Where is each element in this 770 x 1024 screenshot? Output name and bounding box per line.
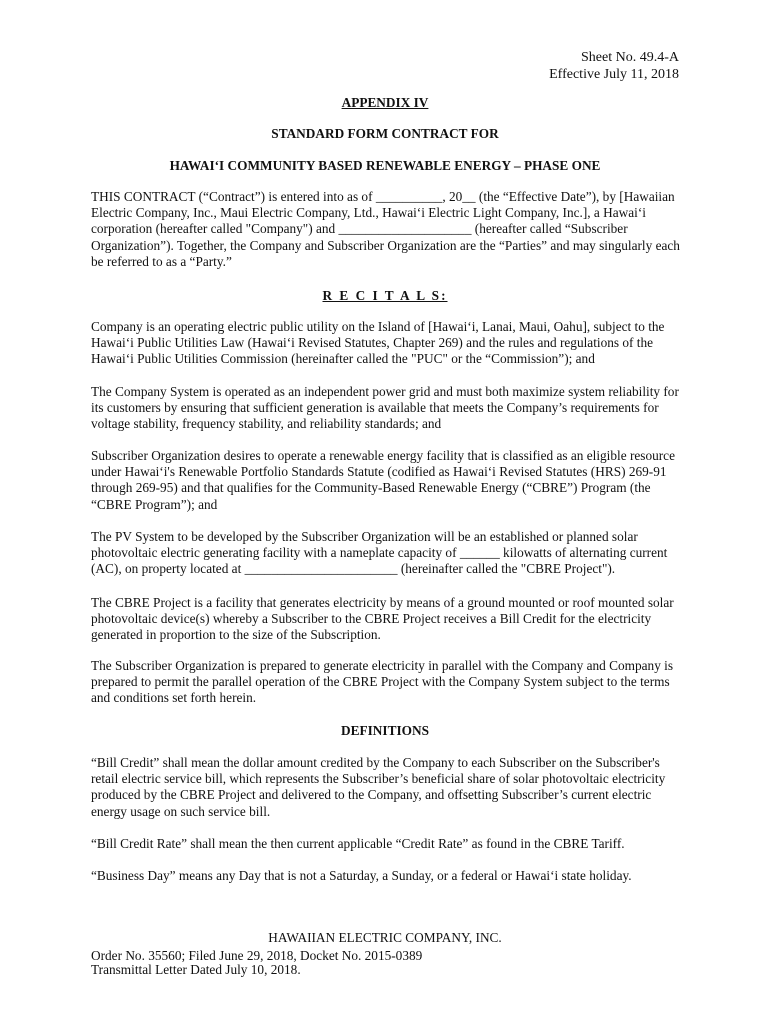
recital-paragraph: Company is an operating electric public utility on the Island of [Hawai‘i, Lanai, Maui, Oahu], subject to the Hawai‘i Public Utilities Law (Hawai‘i Revised Statutes, Chapter 269) and the rules and regulations of the Hawai‘i Public Utilities Commission (hereinafter called the "PUC" or the “Commission”); and [91,319,665,367]
recital-paragraph: Subscriber Organization desires to operate a renewable energy facility that is classified as an eligible resource under Hawai‘i's Renewable Portfolio Standards Statute (codified as Hawai‘i Revised Statutes (HRS) 269-91 through 269-95) and that qualifies for the Community-Based Renewable Energy (“CBRE”) Program (the “CBRE Program”); and [91,448,675,512]
recital-paragraph: The Subscriber Organization is prepared to generate electricity in parallel with the Company and Company is prepared to permit the parallel operation of the CBRE Project with the Company System subject to the terms and conditions set forth herein. [91,658,674,706]
effective-date: Effective July 11, 2018 [549,67,679,82]
definitions-heading: DEFINITIONS [341,723,429,738]
form-title: STANDARD FORM CONTRACT FOR [271,126,499,141]
footer-transmittal: Transmittal Letter Dated July 10, 2018. [91,962,301,977]
sheet-number: Sheet No. 49.4-A [581,50,679,65]
definition-paragraph: “Business Day” means any Day that is not a Saturday, a Sunday, or a federal or Hawai‘i state holiday. [91,868,632,883]
recitals-heading: R E C I T A L S: [322,288,448,303]
intro-paragraph: THIS CONTRACT (“Contract”) is entered into as of __________, 20__ (the “Effective Date”), by [Hawaiian Electric Company, Inc., Maui Electric Company, Ltd., Hawai‘i Electric Light Company, Inc.], a Hawai‘i corporation (hereafter called "Company") and ____________________ (hereafter called “Subscriber Organization”). Together, the Company and Subscriber Organization are the “Parties” and may singularly each be referred to as a “Party.” [91,189,680,269]
definition-paragraph: “Bill Credit Rate” shall mean the then current applicable “Credit Rate” as found in the CBRE Tariff. [91,836,625,851]
recital-paragraph: The PV System to be developed by the Subscriber Organization will be an established or planned solar photovoltaic electric generating facility with a nameplate capacity of ______ kilowatts of alternating current (AC), on property located at _______________________ (hereinafter called the "CBRE Project"). [91,529,668,577]
definition-paragraph: “Bill Credit” shall mean the dollar amount credited by the Company to each Subscriber on the Subscriber's retail electric service bill, which represents the Subscriber’s beneficial share of solar photovoltaic electricity produced by the CBRE Project and delivered to the Company, and offsetting Subscriber’s current electric energy usage on such service bill. [91,755,666,819]
recital-paragraph: The Company System is operated as an independent power grid and must both maximize system reliability for its customers by ensuring that sufficient generation is available that meets the Company’s requirements for voltage stability, frequency stability, and reliability standards; and [91,384,679,432]
appendix-title: APPENDIX IV [341,95,429,110]
recital-paragraph: The CBRE Project is a facility that generates electricity by means of a ground mounted or roof mounted solar photovoltaic device(s) whereby a Subscriber to the CBRE Project receives a Bill Credit for the electricity generated in proportion to the size of the Subscription. [91,595,674,643]
footer-company: HAWAIIAN ELECTRIC COMPANY, INC. [268,930,502,945]
footer-order: Order No. 35560; Filed June 29, 2018, Docket No. 2015-0389 [91,948,423,963]
sheet-header [549,49,679,83]
program-title: HAWAI‘I COMMUNITY BASED RENEWABLE ENERGY – PHASE ONE [169,158,601,173]
